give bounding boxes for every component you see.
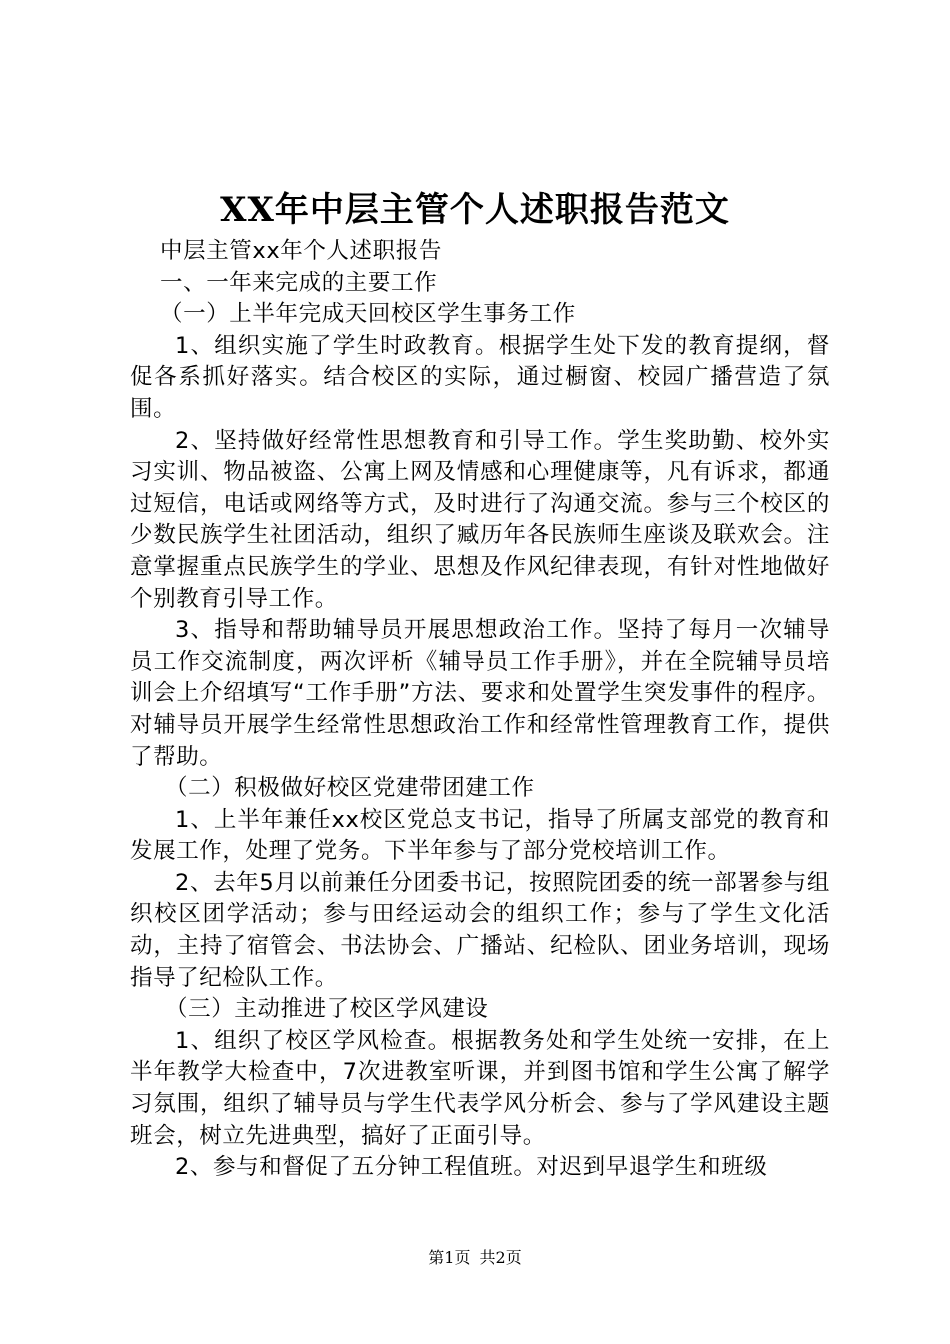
subsection-heading-2: （二）积极做好校区党建带团建工作	[165, 775, 535, 802]
subsection-heading-3: （三）主动推进了校区学风建设	[165, 996, 489, 1023]
paragraph-3: 3、指导和帮助辅导员开展思想政治工作。坚持了每月一次辅导员工作交流制度，两次评析《辅导员工作手册》，并在全院辅导员培训会上介绍填写“工作手册”方法、要求和处置学生突发事件的程序。对辅导员开展学生经常性思想政治工作和经常性管理教育工作，提供了帮助。	[130, 617, 830, 770]
section-heading-1: 一、一年来完成的主要工作	[160, 269, 438, 296]
paragraph-6: 1、组织了校区学风检查。根据教务处和学生处统一安排，在上半年教学大检查中，7次进教室听课，并到图书馆和学生公寓了解学习氛围，组织了辅导员与学生代表学风分析会、参与了学风建设主题班会，树立先进典型，搞好了正面引导。	[130, 1027, 830, 1149]
page-total: 共2页	[479, 1248, 522, 1267]
paragraph-5: 2、去年5月以前兼任分团委书记，按照院团委的统一部署参与组织校区团学活动；参与田经运动会的组织工作；参与了学生文化活动，主持了宿管会、书法协会、广播站、纪检队、团业务培训，现场指导了纪检队工作。	[130, 869, 830, 991]
paragraph-2: 2、坚持做好经常性思想教育和引导工作。学生奖助勤、校外实习实训、物品被盗、公寓上网及情感和心理健康等，凡有诉求，都通过短信，电话或网络等方式，及时进行了沟通交流。参与三个校区的少数民族学生社团活动，组织了臧历年各民族师生座谈及联欢会。注意掌握重点民族学生的学业、思想及作风纪律表现，有针对性地做好个别教育引导工作。	[130, 427, 830, 612]
page-number: 第1页	[428, 1248, 471, 1267]
subsection-heading-1: （一）上半年完成天回校区学生事务工作	[160, 301, 576, 328]
paragraph-7: 2、参与和督促了五分钟工程值班。对迟到早退学生和班级	[175, 1154, 768, 1181]
paragraph-4: 1、上半年兼任xx校区党总支书记，指导了所属支部党的教育和发展工作，处理了党务。下半年参与了部分党校培训工作。	[130, 806, 830, 865]
document-body	[130, 236, 830, 1184]
report-subtitle: 中层主管xx年个人述职报告	[160, 238, 442, 264]
document-title: XX年中层主管个人述职报告范文	[220, 190, 730, 230]
paragraph-1: 1、组织实施了学生时政教育。根据学生处下发的教育提纲，督促各系抓好落实。结合校区的实际，通过橱窗、校园广播营造了氛围。	[130, 332, 830, 422]
page-footer	[0, 1245, 950, 1268]
